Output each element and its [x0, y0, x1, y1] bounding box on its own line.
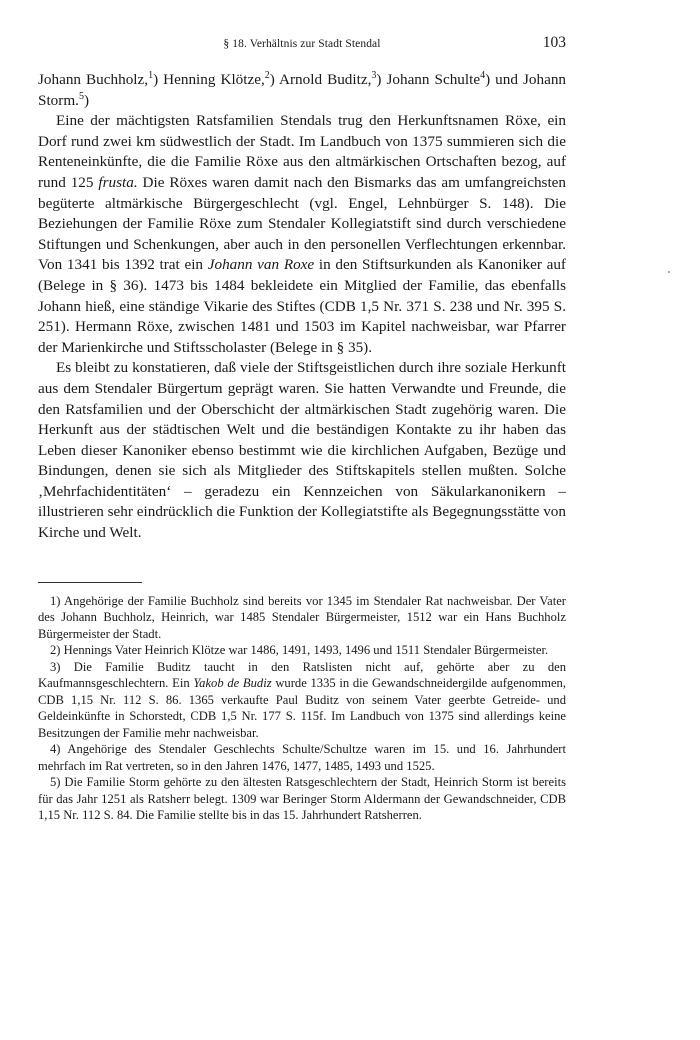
footnote-3: [38, 659, 566, 742]
text-segment: Eine der mächtigsten Ratsfamilien Stendals trug den Herkunftsnamen Röxe, ein Dorf rund zwei km südwestlich der Stadt. Im Landbuch von 1375 summieren sich die Renteneinkünfte, die die Familie Röxe aus den altmärkischen Ortschaften bezog, auf rund 125: [38, 112, 566, 191]
footnote-5: [38, 774, 566, 824]
footnote-ref-3: 3: [371, 69, 377, 81]
footnote-4: [38, 741, 566, 774]
footnote-text: wurde 1335 in die Gewandschneidergilde aufgenommen, CDB 1,15 Nr. 112 S. 86. 1365 verkaufte Paul Buditz von seinem Vater geerbte Getreide- und Geldeinkünfte in Schorstedt, CDB 1,5 Nr. 177 S. 115f. Im Landbuch von 1375 sind allerdings keine Besitzungen der Familie mehr nachweisbar.: [38, 676, 567, 740]
text-segment: ) Johann Schulte: [376, 71, 481, 88]
footnote-ref-4: 4: [480, 69, 486, 81]
page-number: 103: [542, 34, 566, 51]
italic-term: frusta.: [98, 173, 138, 191]
running-title: § 18. Verhältnis zur Stadt Stendal: [223, 38, 381, 50]
main-text: [38, 70, 566, 544]
italic-name: Yakob de Budiz: [193, 676, 272, 691]
italic-name: Johann van Roxe: [207, 256, 315, 274]
page-header: [38, 34, 566, 58]
footnote-2: [38, 642, 566, 659]
footnote-text: ) Hennings Vater Heinrich Klötze war 1486, 1491, 1493, 1496 und 1511 Stendaler Bürgermeister.: [56, 643, 549, 658]
footnote-ref-5: 5: [78, 90, 84, 102]
paragraph-conclusion: Es bleibt zu konstatieren, daß viele der Stiftsgeistlichen durch ihre soziale Herkunft aus dem Stendaler Bürgertum geprägt waren. Sie hatten Verwandte und Freunde, die den Ratsfamilien und der Oberschicht der altmärkischen Stadt zugehörig waren. Die Herkunft aus der städtischen Welt und die beständigen Kontakte zu ihr haben das Leben dieser Kanoniker ebenso bestimmt wie die kirchlichen Aufgaben, Bezüge und Bindungen, denen sie sich als Mitglieder des Stiftskapitels stellen mußten. Solche ‚Mehrfachidentitäten‘ – geradezu ein Kennzeichen von Säkularkanonikern – illustrieren sehr eindrücklich die Funktion der Kollegiatstifte als Begegnungsstätte von Kirche und Welt.: [38, 359, 566, 542]
footnote-number: 4: [50, 742, 57, 757]
paragraph-roexe: [38, 111, 566, 358]
footnote-1: [38, 593, 566, 643]
footnote-ref-2: 2: [264, 69, 270, 81]
book-page: [38, 34, 566, 824]
footnote-number: 1: [50, 593, 57, 608]
footnote-number: 3: [50, 659, 57, 674]
footnotes: [38, 593, 566, 824]
footnote-number: 5: [50, 775, 57, 790]
text-segment: ) Henning Klötze,: [153, 71, 265, 88]
text-segment: Johann Buchholz,: [38, 71, 149, 88]
text-segment: ) Arnold Buditz,: [269, 71, 372, 88]
footnote-ref-1: 1: [148, 69, 154, 81]
footnote-text: ) Die Familie Storm gehörte zu den ältesten Ratsgeschlechtern der Stadt, Heinrich Storm ist bereits für das Jahr 1251 als Ratsherr belegt. 1309 war Beringer Storm Aldermann der Gewandschneider, CDB 1,15 Nr. 112 S. 84. Die Familie stellte bis in das 15. Jahrhundert Ratsherren.: [38, 775, 566, 823]
paragraph-continuation: [38, 70, 566, 111]
footnote-text: ) Angehörige des Stendaler Geschlechts Schulte/Schultze waren im 15. und 16. Jahrhundert mehrfach im Rat vertreten, so in den Jahren 1476, 1477, 1485, 1493 und 1525.: [38, 742, 566, 773]
text-segment: in den Stiftsurkunden als Kanoniker auf (Belege in § 36). 1473 bis 1484 bekleidete ein Mitglied der Familie, das ebenfalls Johann hieß, eine ständige Vikarie des Stiftes (CDB 1,5 Nr. 371 S. 238 und Nr. 395 S. 251). Hermann Röxe, zwischen 1481 und 1503 im Kapitel nachweisbar, war Pfarrer der Marienkirche und Stiftsscholaster (Belege in § 35).: [38, 256, 566, 356]
footnote-text: ) Angehörige der Familie Buchholz sind bereits vor 1345 im Stendaler Rat nachweisbar. Der Vater des Johann Buchholz, Heinrich, war 1485 Stendaler Bürgermeister, 1512 war ein Hans Buchholz Bürgermeister der Stadt.: [38, 593, 566, 641]
margin-dot: [668, 271, 670, 273]
text-segment: ) und Johann Storm.: [38, 71, 567, 109]
footnote-number: 2: [50, 643, 57, 658]
text-segment: ): [83, 91, 90, 109]
footnote-text: ) Die Familie Buditz taucht in den Ratslisten nicht auf, gehörte aber zu den Kaufmannsgeschlechtern. Ein: [38, 659, 566, 691]
text-segment: Die Röxes waren damit nach den Bismarks das am umfangreichsten begüterte altmärkische Bürgergeschlecht (vgl. Engel, Lehnbürger S. 148). Die Beziehungen der Familie Röxe zum Stendaler Kollegiatstift sind durch verschiedene Stiftungen und Schenkungen, aber auch in den personellen Verflechtungen erkennbar. Von 1341 bis 1392 trat ein: [38, 173, 566, 274]
footnote-separator: [38, 582, 142, 583]
